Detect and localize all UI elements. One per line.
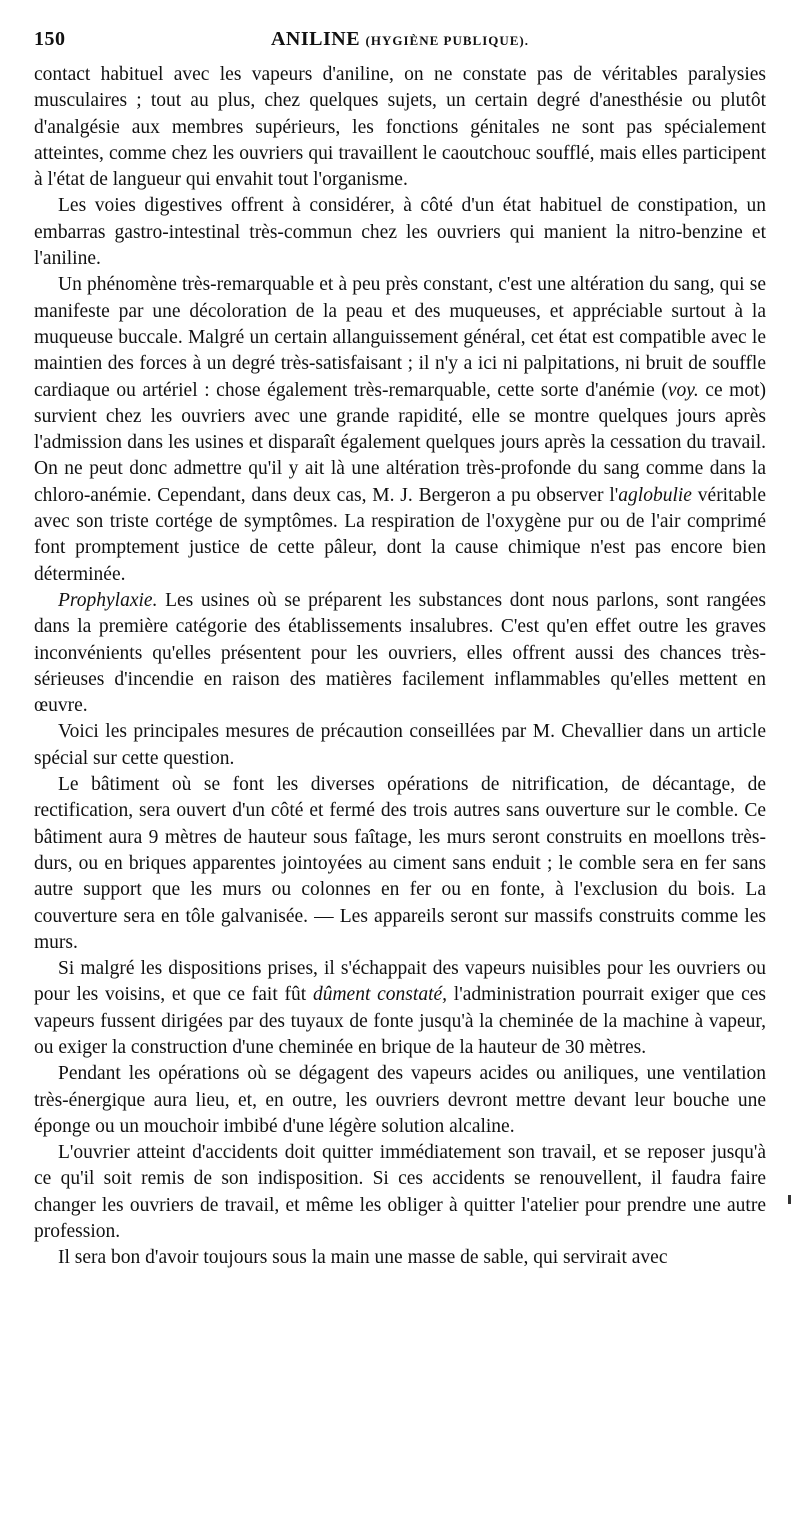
paragraph-vapeurs: Si malgré les dispositions prises, il s'échappait des vapeurs nuisibles pour les ouvriers ou pour les voisins, et que ce fait fût dûment constaté, l'administration pourrait exiger que ces vapeurs fussent dirigées par des tuyaux de fonte jusqu'à la cheminée de la machine à vapeur, ou exiger la construction d'une cheminée en brique de la hauteur de 30 mètres. bbox=[34, 958, 766, 1058]
paragraph-batiment: Le bâtiment où se font les diverses opérations de nitrification, de décantage, de rectification, sera ouvert d'un côté et fermé des trois autres sans ouverture sur le comble. Ce bâtiment aura 9 mètres de hauteur sous faîtage, les murs seront construits en moellons très-durs, ou en briques apparentes jointoyées au ciment sans enduit ; le comble sera en fer sans autre support que les murs ou colonnes en fer ou en fonte, à l'exclusion du bois. La couverture sera en tôle galvanisée. — Les appareils seront sur massifs construits comme les murs. bbox=[34, 774, 766, 953]
paragraph-chevallier: Voici les principales mesures de précaution conseillées par M. Chevallier dans un article spécial sur cette question. bbox=[34, 721, 766, 769]
paragraph-digestive: Les voies digestives offrent à considérer, à côté d'un état habituel de constipation, un embarras gastro-intestinal très-commun chez les ouvriers qui manient la nitro-benzine et l'aniline. bbox=[34, 195, 766, 270]
running-title bbox=[34, 28, 766, 51]
italic-voy: voy. bbox=[667, 379, 699, 401]
running-title-main: ANILINE bbox=[270, 28, 361, 50]
section-heading-prophylaxie: Prophylaxie. bbox=[58, 589, 158, 611]
body-text bbox=[34, 62, 766, 1272]
paragraph-prophylaxie: Prophylaxie. Les usines où se préparent les substances dont nous parlons, sont rangées dans la première catégorie des établissements insalubres. C'est qu'en effet outre les graves inconvénients qu'elles présentent pour les ouvriers, elles offrent aussi des chances très-sérieuses d'incendie en raison des matières facilement inflammables qu'elles mettent en œuvre. bbox=[34, 589, 766, 717]
italic-aglobulie: aglobulie bbox=[618, 484, 692, 506]
paragraph-ventilation: Pendant les opérations où se dégagent des vapeurs acides ou aniliques, une ventilation très-énergique aura lieu, et, en outre, les ouvriers devront mettre devant leur bouche une éponge ou un mouchoir imbibé d'une légère solution alcaline. bbox=[34, 1063, 766, 1137]
paragraph-blood-alteration: Un phénomène très-remarquable et à peu près constant, c'est une altération du sang, qui se manifeste par une décoloration de la peau et des muqueuses, et appréciable surtout à la muqueuse buccale. Malgré un certain allanguissement général, cet état est compatible avec le maintien des forces à un degré très-satisfaisant ; il n'y a ici ni palpitations, ni bruit de souffle cardiaque ou artériel : chose également très-remarquable, cette sorte d'anémie (voy. ce mot) survient chez les ouvriers avec une grande rapidité, elle se montre quelques jours après l'admission dans les usines et disparaît également quelques jours après la cessation du travail. On ne peut donc admettre qu'il y ait là une altération très-profonde du sang comme dans la chloro-anémie. Cependant, dans deux cas, M. J. Bergeron a pu observer l'aglobulie véritable avec son triste cortége de symptômes. La respiration de l'oxygène pur ou de l'air comprimé font promptement justice de cette pâleur, dont la cause chimique n'est pas encore bien déterminée. bbox=[34, 274, 766, 585]
italic-dument-constate: dûment constaté, bbox=[312, 984, 448, 1006]
page-number: 150 bbox=[34, 28, 66, 50]
paragraph-sable: Il sera bon d'avoir toujours sous la main une masse de sable, qui servirait avec bbox=[58, 1247, 668, 1269]
margin-mark bbox=[788, 1195, 791, 1204]
running-title-sub: (HYGIÈNE PUBLIQUE). bbox=[365, 33, 530, 48]
paragraph-ouvrier: L'ouvrier atteint d'accidents doit quitter immédiatement son travail, et se reposer jusqu'à ce qu'il soit remis de son indisposition. Si ces accidents se renouvellent, il faudra faire changer les ouvriers de travail, et même les obliger à quitter l'atelier pour prendre une autre profession. bbox=[34, 1142, 766, 1243]
paragraph-continuation: contact habituel avec les vapeurs d'aniline, on ne constate pas de véritables paralysies musculaires ; tout au plus, chez quelques sujets, un certain degré d'anesthésie ou plutôt d'analgésie aux membres supérieurs, les fonctions génitales ne sont pas spécialement atteintes, comme chez les ouvriers qui travaillent le caoutchouc soufflé, mais elles participent à l'état de langueur qui envahit tout l'organisme. bbox=[34, 64, 766, 191]
running-header bbox=[34, 28, 766, 58]
